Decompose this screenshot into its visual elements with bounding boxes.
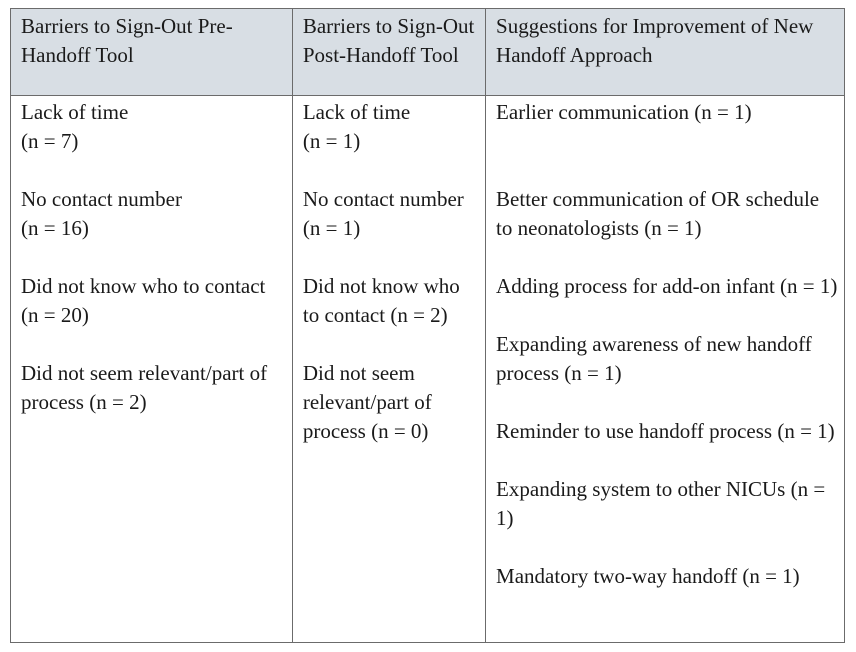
- suggestion-item: Adding process for add-on infant (n = 1): [496, 274, 838, 298]
- pre-barrier-item: [21, 185, 286, 243]
- post-barrier-label: No contact number: [302, 187, 464, 211]
- pre-barrier-item: [21, 272, 286, 330]
- header-row: [11, 9, 845, 96]
- post-barrier-item: [303, 272, 479, 330]
- pre-barrier-item: [21, 359, 286, 417]
- pre-barrier-label: Did not seem relevant/part of process (n = 2): [21, 361, 268, 414]
- pre-barrier-label: Lack of time: [21, 100, 129, 124]
- post-barrier-item: [303, 185, 479, 243]
- post-barrier-label: Did not know who to contact (n = 2): [302, 274, 460, 327]
- post-barrier-count: (n = 1): [302, 129, 361, 153]
- handoff-barriers-table: [10, 8, 845, 643]
- header-suggestions: Suggestions for Improvement of New Handoff Approach: [486, 9, 845, 96]
- pre-barrier-label: No contact number: [21, 187, 182, 211]
- header-pre-handoff: Barriers to Sign-Out Pre-Handoff Tool: [11, 9, 293, 96]
- suggestion-item: Better communication of OR schedule to neonatologists (n = 1): [496, 187, 820, 240]
- post-barrier-label: Did not seem relevant/part of process (n = 0): [302, 361, 432, 443]
- pre-barrier-label: Did not know who to contact (n = 20): [21, 274, 266, 327]
- post-handoff-cell: [292, 96, 485, 643]
- suggestions-cell: [486, 96, 845, 643]
- post-barrier-item: [303, 98, 479, 156]
- pre-handoff-cell: [11, 96, 293, 643]
- post-barrier-count: (n = 1): [302, 216, 361, 240]
- pre-barrier-count: (n = 16): [21, 216, 89, 240]
- suggestion-item: Mandatory two-way handoff (n = 1): [496, 564, 800, 588]
- suggestion-item: Expanding awareness of new handoff process (n = 1): [496, 332, 812, 385]
- suggestion-item: Reminder to use handoff process (n = 1): [496, 419, 835, 443]
- post-barrier-item: [303, 359, 479, 446]
- suggestion-item: Earlier communication (n = 1): [496, 100, 752, 124]
- pre-barrier-item: [21, 98, 286, 156]
- suggestion-item: Expanding system to other NICUs (n = 1): [496, 477, 826, 530]
- header-post-handoff: Barriers to Sign-Out Post-Handoff Tool: [292, 9, 485, 96]
- pre-barrier-count: (n = 7): [21, 129, 79, 153]
- post-barrier-label: Lack of time: [302, 100, 411, 124]
- body-row: [11, 96, 845, 643]
